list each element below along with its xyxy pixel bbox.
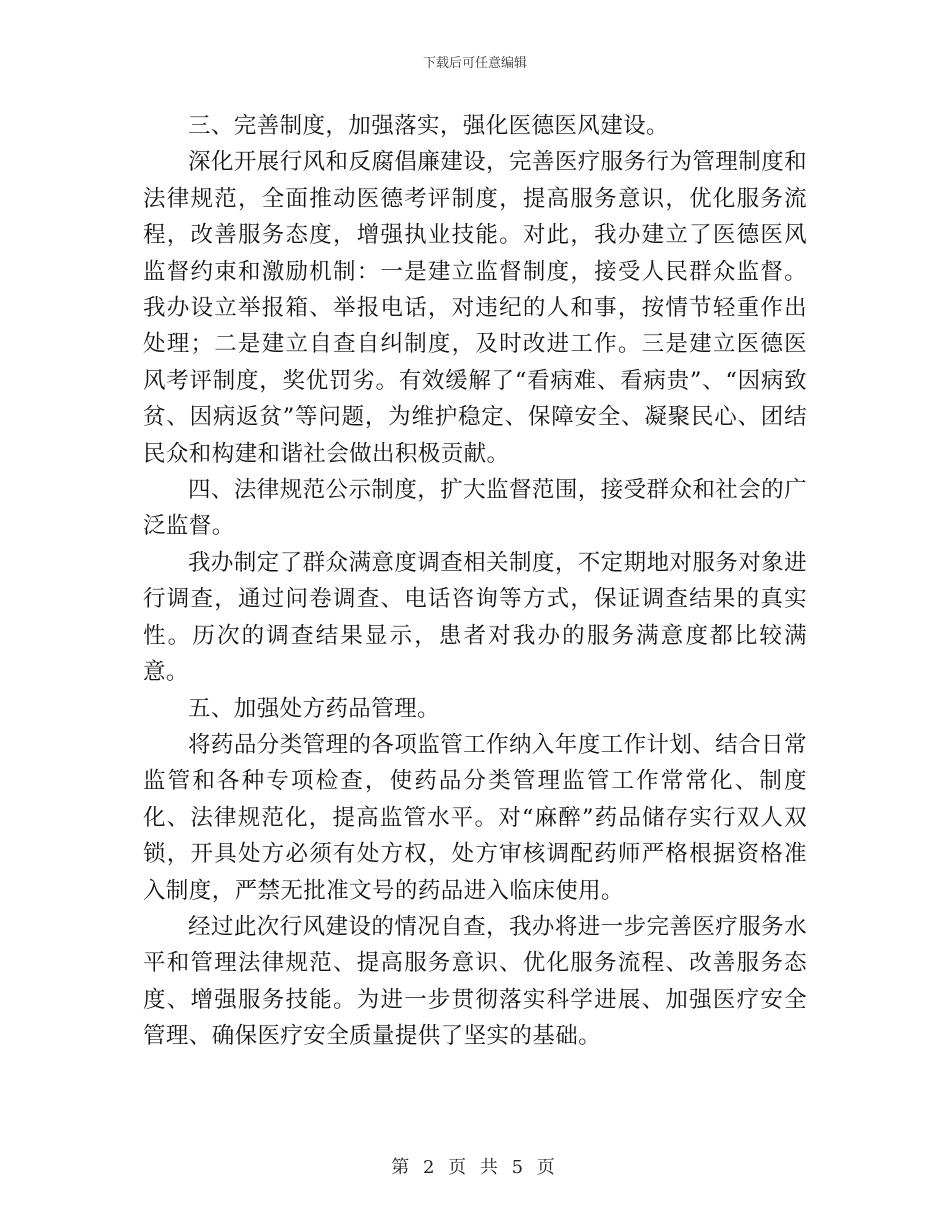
body-paragraph: 我办制定了群众满意度调查相关制度，不定期地对服务对象进行调查，通过问卷调查、电话咨询等方式，保证调查结果的真实性。历次的调查结果显示，患者对我办的服务满意度都比较满意。: [143, 549, 807, 686]
body-paragraph: 经过此次行风建设的情况自查，我办将进一步完善医疗服务水平和管理法律规范、提高服务意识、优化服务流程、改善服务态度、增强服务技能。为进一步贯彻落实科学进展、加强医疗安全管理、确保医疗安全质量提供了坚实的基础。: [143, 913, 807, 1050]
page-header: 下载后可任意编辑: [422, 56, 527, 71]
page-number: 第 2 页 共 5 页: [391, 1157, 559, 1178]
body-paragraph: 将药品分类管理的各项监管工作纳入年度工作计划、结合日常监管和各种专项检查，使药品分类管理监管工作常常化、制度化、法律规范化，提高监管水平。对“麻醉”药品储存实行双人双锁，开具处方必须有处方权，处方审核调配药师严格根据资格准入制度，严禁无批准文号的药品进入临床使用。: [143, 731, 807, 904]
section-heading-3: 三、完善制度，加强落实，强化医德医风建设。: [188, 113, 669, 139]
body-paragraph: 深化开展行风和反腐倡廉建设，完善医疗服务行为管理制度和法律规范，全面推动医德考评制度，提高服务意识，优化服务流程，改善服务态度，增强执业技能。对此，我办建立了医德医风监督约束和激励机制：一是建立监督制度，接受人民群众监督。我办设立举报箱、举报电话，对违纪的人和事，按情节轻重作出处理；二是建立自查自纠制度，及时改进工作。三是建立医德医风考评制度，奖优罚劣。有效缓解了“看病难、看病贵”、“因病致贫、因病返贫”等问题，为维护稳定、保障安全、凝聚民心、团结民众和构建和谐社会做出积极贡献。: [143, 149, 807, 467]
section-heading-5: 五、加强处方药品管理。: [188, 695, 440, 722]
section-heading-4: 四、法律规范公示制度，扩大监督范围，接受群众和社会的广泛监督。: [143, 477, 807, 540]
document-body: [143, 108, 807, 1055]
